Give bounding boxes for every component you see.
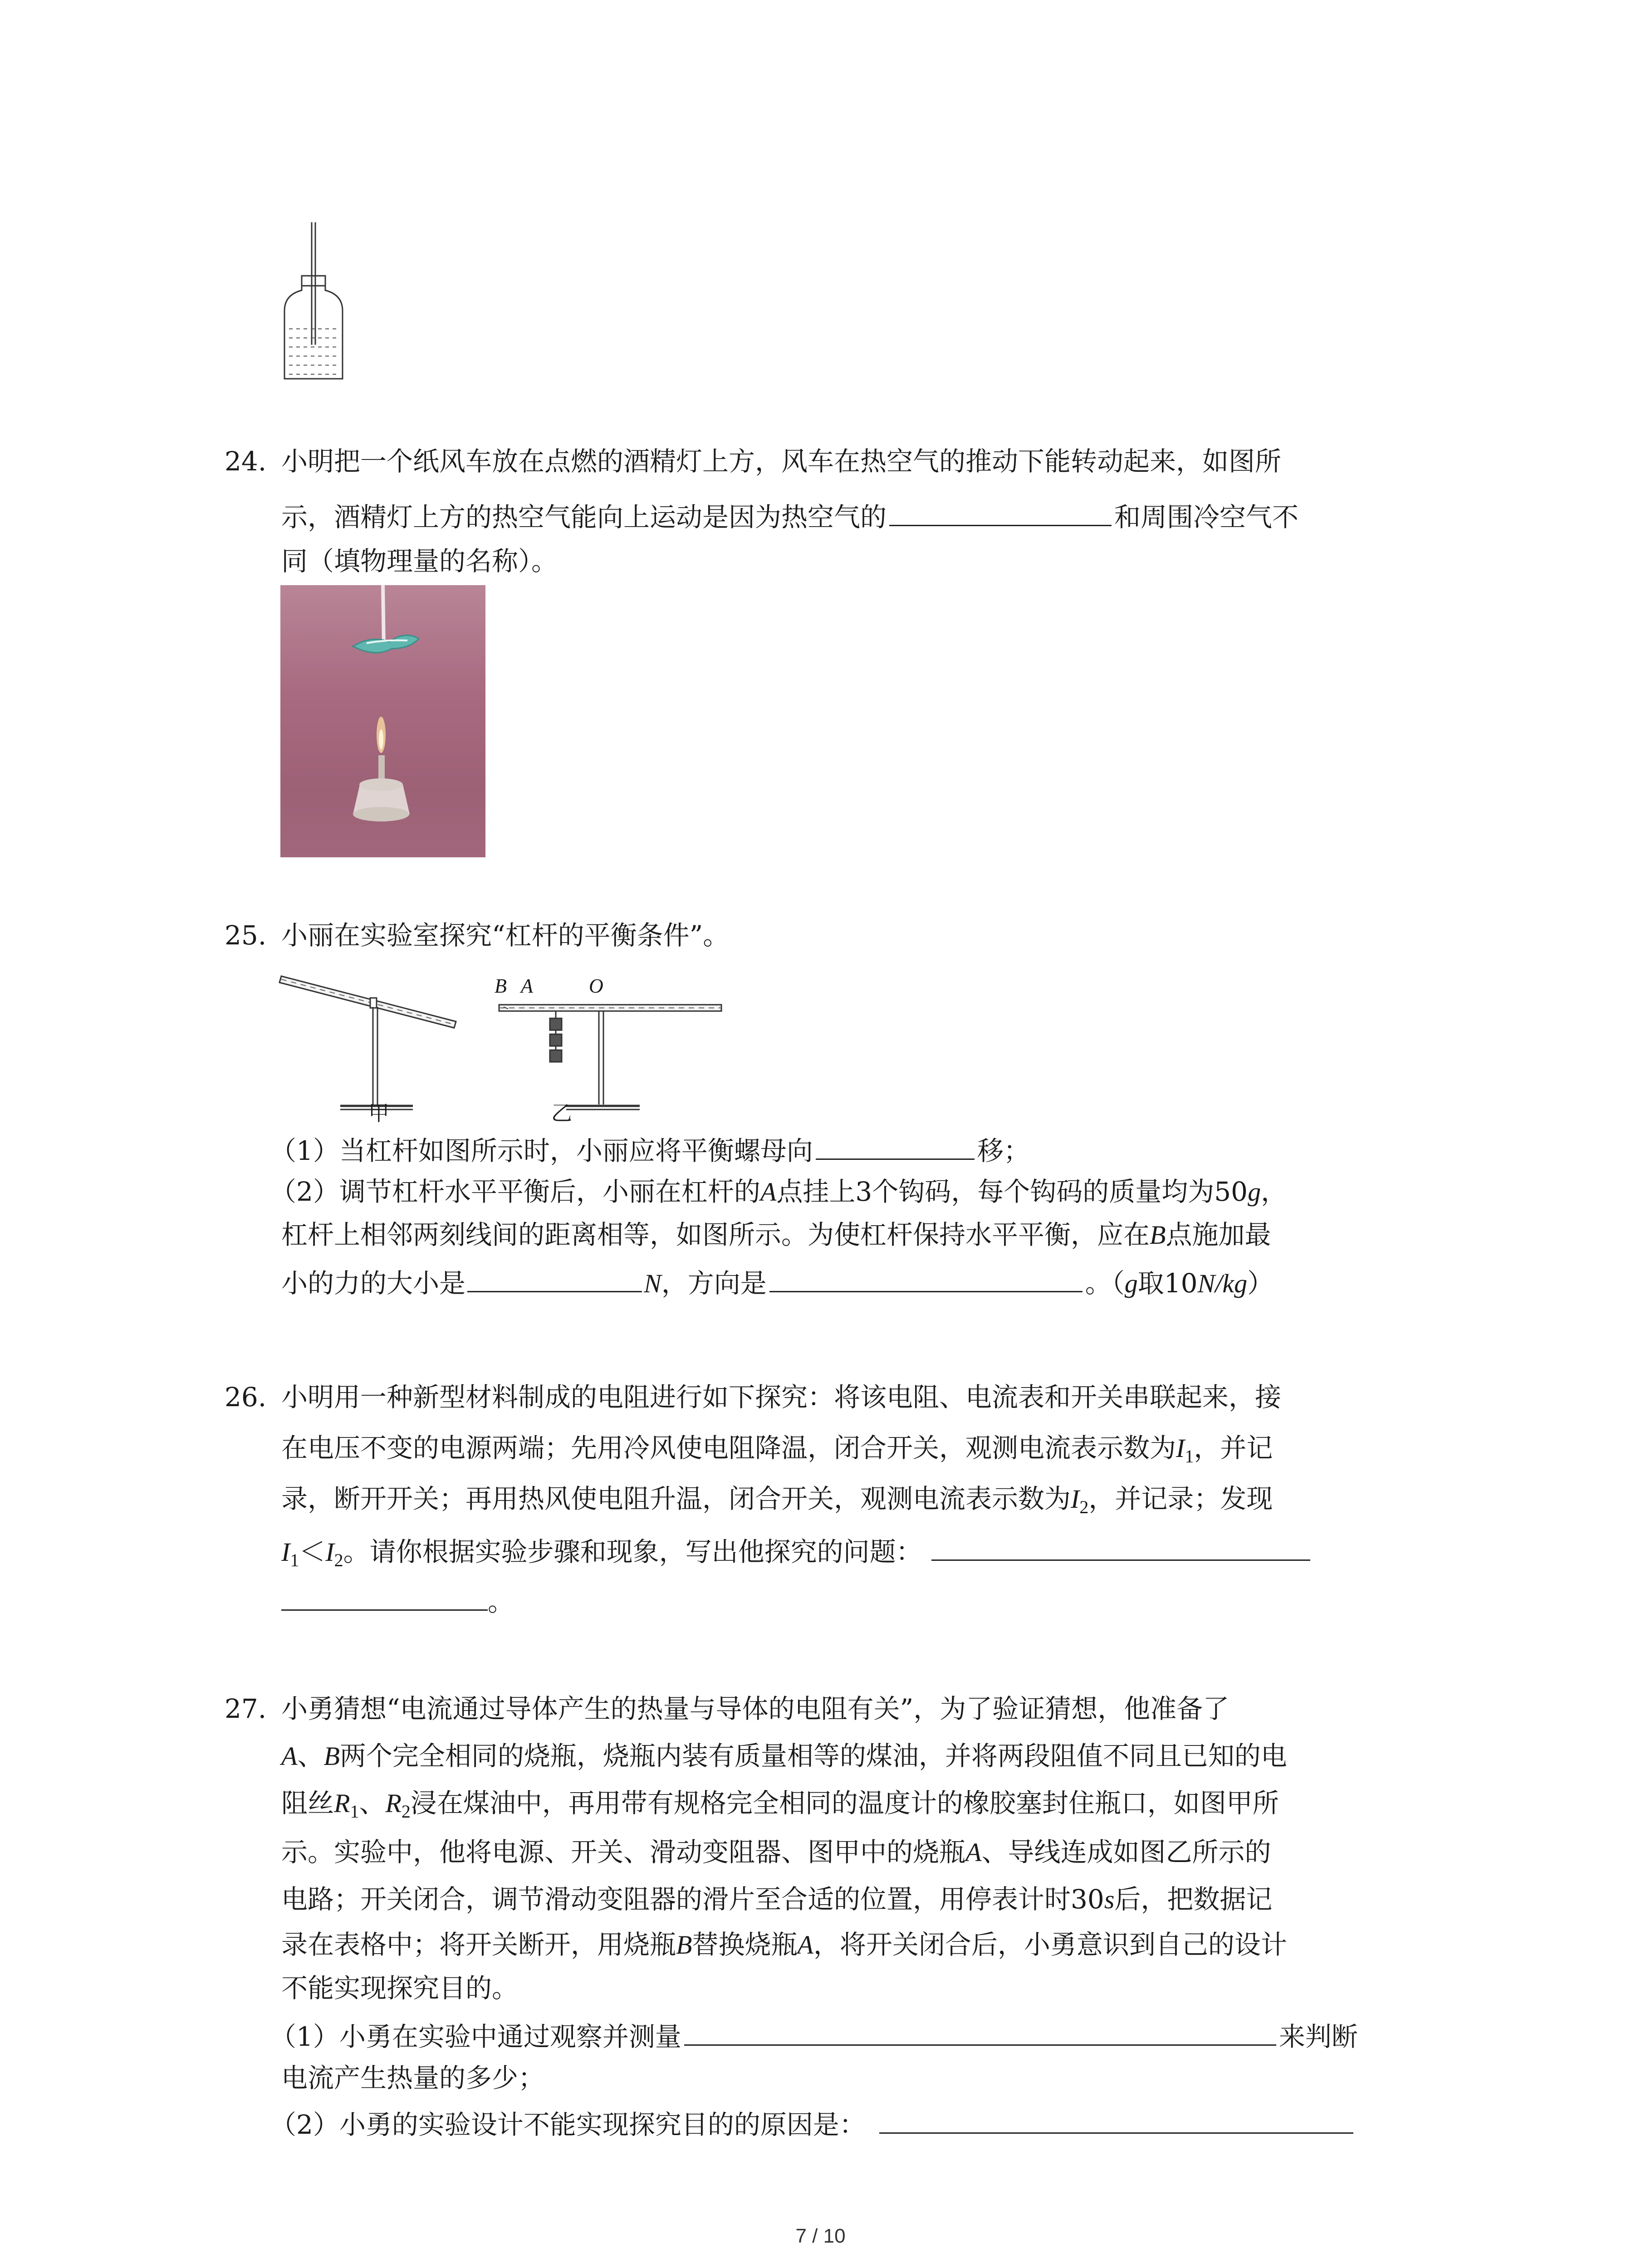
question-text: 点施加最 [1166, 1219, 1271, 1250]
unit-n-kg: N/kg [1197, 1269, 1248, 1298]
question-text: 、导线连成如图乙所示的 [981, 1837, 1271, 1867]
lever-figure-jia [279, 976, 456, 1110]
question-text: （1）小勇在实验中通过观察并测量 [270, 2021, 681, 2052]
question-text: 阻丝 [281, 1788, 334, 1818]
question-text: 在电压不变的电源两端；先用冷风使电阻降温，闭合开关，观测电流表示数为 [281, 1432, 1176, 1463]
question-text: 小丽在实验室探究“杠杆的平衡条件”。 [281, 920, 730, 951]
figure-label-yi: 乙 [551, 1101, 572, 1125]
question-text: 替换烧瓶 [692, 1929, 798, 1960]
pinwheel-photo [280, 585, 485, 857]
question-text: ，并记录；发现 [1088, 1483, 1273, 1514]
answer-blank[interactable] [879, 2108, 1353, 2134]
answer-blank[interactable] [889, 500, 1112, 526]
lever-figure-yi [499, 1005, 721, 1110]
current-i2: $I_2$ [1071, 1484, 1089, 1517]
question-text: （2）调节杠杆水平平衡后，小丽在杠杆的 [270, 1176, 760, 1207]
question-text: （1）当杠杆如图所示时，小丽应将平衡螺母向 [270, 1135, 813, 1166]
question-text: 不能实现探究目的。 [281, 1973, 519, 2004]
lever-label-o: O [589, 975, 603, 997]
lever-label-a: A [521, 975, 533, 997]
question-text: （2）小勇的实验设计不能实现探究目的的原因是： [270, 2109, 866, 2140]
current-i1: $I_1$ [1176, 1433, 1194, 1466]
question-number: 27. [225, 1693, 267, 1724]
point-b: B [1150, 1220, 1166, 1250]
symbol-g: g [1124, 1269, 1138, 1298]
question-text: 小的力的大小是 [281, 1268, 466, 1299]
question-text: 点挂上3个钩码，每个钩码的质量均为50 [776, 1176, 1248, 1207]
question-text: ，将开关闭合后，小勇意识到自己的设计 [813, 1929, 1287, 1960]
inequality: $I_1<I_2$ [281, 1537, 343, 1570]
unit-n: N [644, 1269, 661, 1298]
resistor-r1: $R_1$ [334, 1789, 359, 1822]
question-number: 25. [225, 920, 267, 951]
flask-b: B [676, 1930, 692, 1960]
question-number: 24. [225, 446, 267, 477]
lever-label-b: B [495, 975, 507, 997]
question-text: ） [1247, 1268, 1274, 1299]
question-text: ， [1261, 1176, 1288, 1207]
question-text: 浸在煤油中，再用带有规格完全相同的温度计的橡胶塞封住瓶口，如图甲所 [410, 1788, 1279, 1818]
question-text: 两个完全相同的烧瓶，烧瓶内装有质量相等的煤油，并将两段阻值不同且已知的电 [339, 1740, 1287, 1771]
question-text: 小明把一个纸风车放在点燃的酒精灯上方，风车在热空气的推动下能转动起来，如图所 [281, 446, 1282, 477]
question-text: 。请你根据实验步骤和现象，写出他探究的问题： [343, 1536, 922, 1567]
question-text: 和周围冷空气不 [1114, 502, 1299, 533]
question-text: 来判断 [1279, 2021, 1358, 2052]
flask-b: B [323, 1741, 340, 1771]
pinwheel-lamp-illustration [280, 585, 485, 857]
answer-blank[interactable] [769, 1266, 1083, 1292]
unit-s: s [1104, 1885, 1115, 1914]
question-text: 示。实验中，他将电源、开关、滑动变阻器、图甲中的烧瓶 [281, 1837, 966, 1867]
question-text: 同（填物理量的名称）。 [281, 546, 558, 577]
question-text: 电路；开关闭合，调节滑动变阻器的滑片至合适的位置，用停表计时30 [281, 1884, 1104, 1915]
answer-blank[interactable] [931, 1535, 1310, 1561]
answer-blank[interactable] [684, 2020, 1276, 2046]
question-text: 小明用一种新型材料制成的电阻进行如下探究：将该电阻、电流表和开关串联起来，接 [281, 1382, 1282, 1413]
flask-a: A [797, 1930, 813, 1960]
question-text: 录，断开开关；再用热风使电阻升温，闭合开关，观测电流表示数为 [281, 1483, 1071, 1514]
unit-g: g [1248, 1177, 1261, 1207]
question-number: 26. [225, 1382, 267, 1413]
question-text: 取10 [1137, 1268, 1198, 1299]
question-text: 电流产生热量的多少； [281, 2063, 545, 2093]
question-text: 移； [977, 1135, 1030, 1166]
point-a: A [760, 1177, 777, 1207]
question-text: ，方向是 [661, 1268, 767, 1299]
question-text: 。 [488, 1586, 514, 1617]
figure-label-jia: 甲 [368, 1101, 389, 1125]
question-text: 。（ [1085, 1268, 1125, 1299]
question-text: 杠杆上相邻两刻线间的距离相等，如图所示。为使杠杆保持水平平衡，应在 [281, 1219, 1150, 1250]
question-text: 录在表格中；将开关断开，用烧瓶 [281, 1929, 676, 1960]
question-text: 示，酒精灯上方的热空气能向上运动是因为热空气的 [281, 502, 887, 533]
question-text: ，并记 [1194, 1432, 1273, 1463]
answer-blank[interactable] [467, 1266, 642, 1292]
flask-a: A [281, 1741, 298, 1771]
page-number: 7 / 10 [795, 2225, 846, 2247]
resistor-r2: $R_2$ [385, 1789, 411, 1822]
question-text: 后，把数据记 [1114, 1884, 1273, 1915]
question-text: 小勇猜想“电流通过导体产生的热量与导体的电阻有关”，为了验证猜想，他准备了 [281, 1693, 1230, 1724]
bottle-figure [279, 222, 352, 386]
flask-a: A [965, 1838, 982, 1867]
answer-blank[interactable] [816, 1134, 975, 1160]
answer-blank[interactable] [281, 1585, 488, 1611]
lever-figures [272, 962, 753, 1125]
